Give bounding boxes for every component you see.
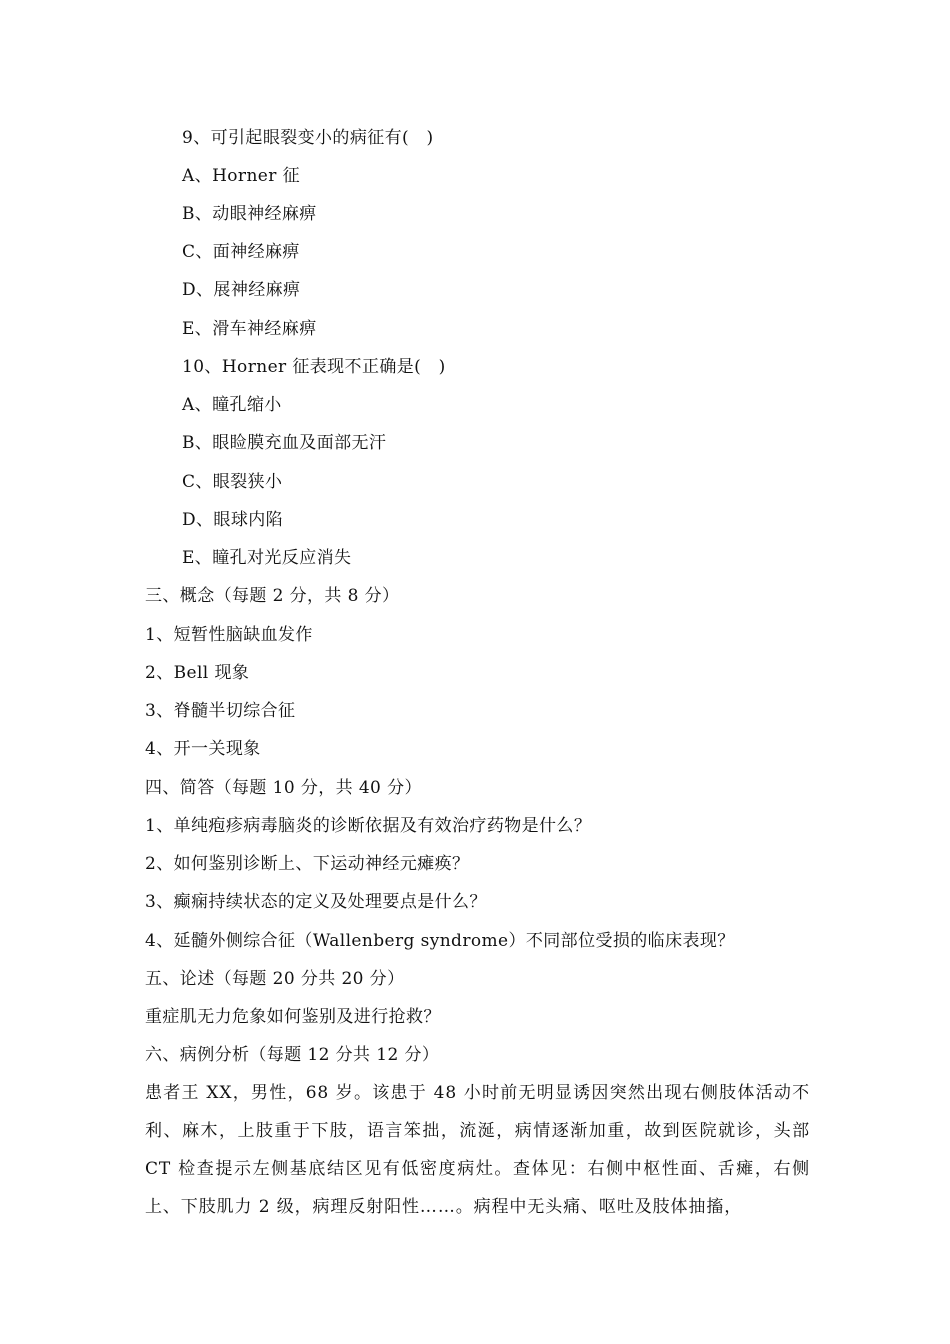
question-10: 10、Horner 征表现不正确是( ) (182, 357, 446, 377)
section-4-item-1: 1、单纯疱疹病毒脑炎的诊断依据及有效治疗药物是什么？ (145, 816, 592, 836)
q9-option-c: C、面神经麻痹 (182, 242, 300, 262)
section-5-heading: 五、论述（每题 20 分共 20 分） (145, 969, 405, 989)
q10-option-c: C、眼裂狭小 (182, 472, 283, 492)
q10-option-d: D、眼球内陷 (182, 510, 284, 530)
section-4-item-4: 4、延髓外侧综合征（Wallenberg syndrome）不同部位受损的临床表现？ (145, 931, 735, 951)
section-3-item-1: 1、短暂性脑缺血发作 (145, 625, 313, 645)
section-3-item-2: 2、Bell 现象 (145, 663, 250, 683)
q9-option-d: D、展神经麻痹 (182, 280, 301, 300)
q10-option-a: A、瞳孔缩小 (182, 395, 282, 415)
question-9: 9、可引起眼裂变小的病征有( ) (182, 128, 434, 148)
q10-option-b: B、眼睑膜充血及面部无汗 (182, 433, 387, 453)
q9-option-a: A、Horner 征 (182, 166, 301, 186)
section-3-item-4: 4、开一关现象 (145, 739, 261, 759)
section-3-item-3: 3、脊髓半切综合征 (145, 701, 296, 721)
section-4-heading: 四、简答（每题 10 分，共 40 分） (145, 778, 422, 798)
q9-option-e: E、滑车神经麻痹 (182, 319, 317, 339)
q9-option-b: B、动眼神经麻痹 (182, 204, 317, 224)
section-4-item-2: 2、如何鉴别诊断上、下运动神经元瘫痪？ (145, 854, 470, 874)
case-description: 患者王 XX，男性，68 岁。该患于 48 小时前无明显诱因突然出现右侧肢体活动不利、麻木，上肢重于下肢，语言笨拙，流涎，病情逐渐加重，故到医院就诊，头部 CT 检查提示左侧基底结区见有低密度病灶。查体见：右侧中枢性面、舌瘫，右侧上、下肢肌力 2 级，病理反射阳性……。病程中无头痛、呕吐及肢体抽搐， (145, 1083, 810, 1217)
section-3-heading: 三、概念（每题 2 分，共 8 分） (145, 586, 400, 606)
section-6-heading: 六、病例分析（每题 12 分共 12 分） (145, 1045, 440, 1065)
section-4-item-3: 3、癫痫持续状态的定义及处理要点是什么？ (145, 892, 487, 912)
section-5-question: 重症肌无力危象如何鉴别及进行抢救？ (145, 1007, 441, 1027)
q10-option-e: E、瞳孔对光反应消失 (182, 548, 352, 568)
